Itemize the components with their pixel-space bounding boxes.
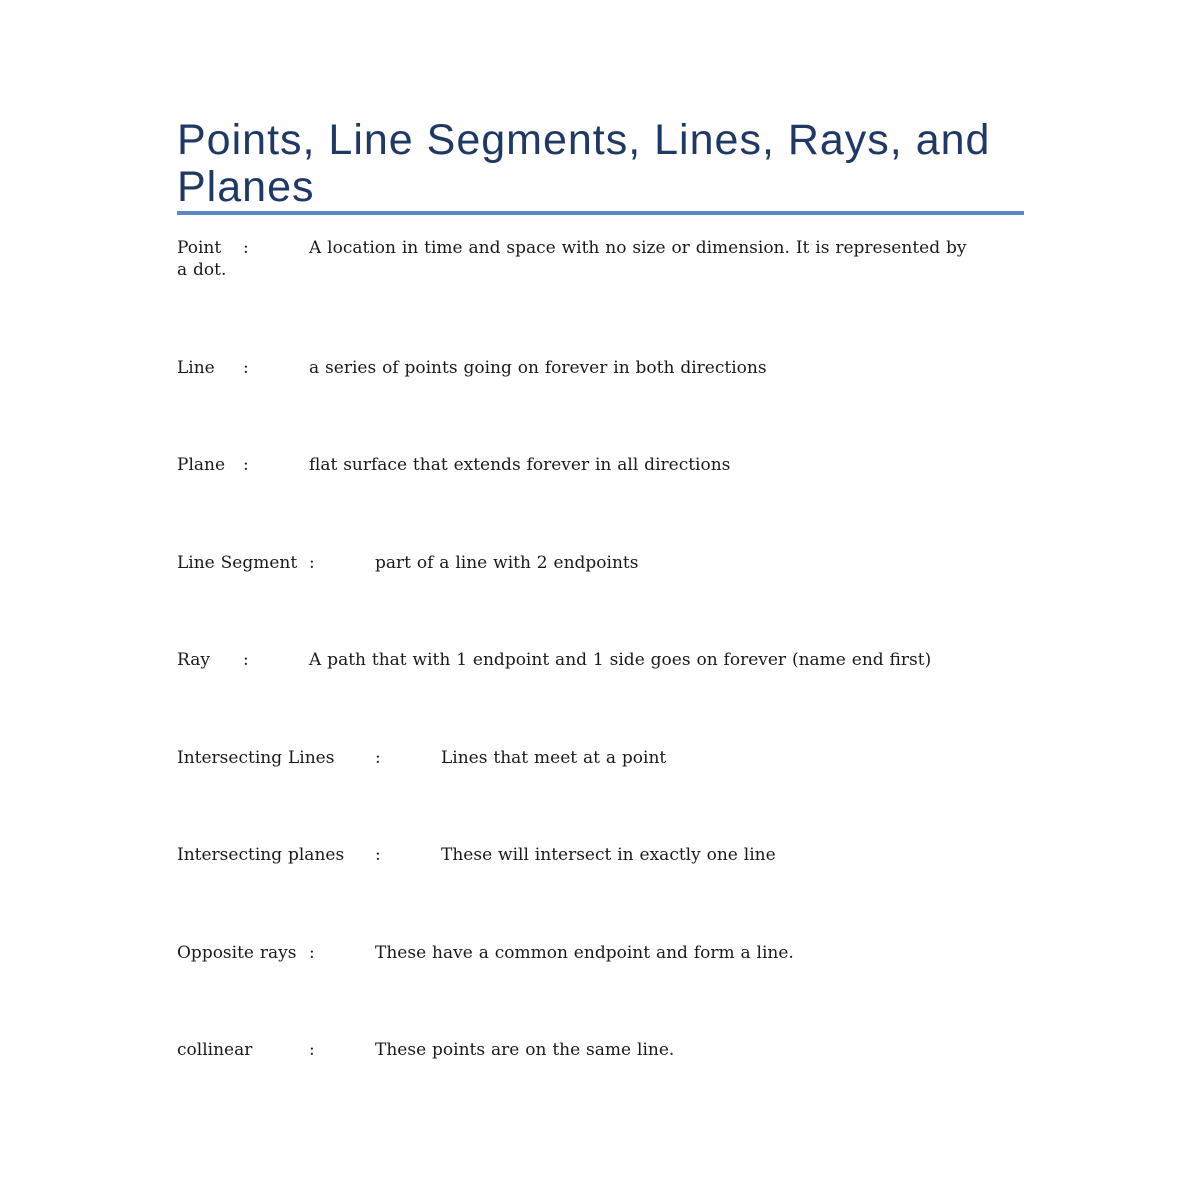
colon-separator: : [243, 650, 249, 670]
colon-separator: : [375, 747, 381, 768]
definition-text: These have a common endpoint and form a line. [375, 942, 794, 963]
definition-entry-point [177, 237, 973, 281]
term-label: Line Segment [177, 552, 298, 573]
definition-text: flat surface that extends forever in all directions [309, 455, 731, 475]
definition-text: These will intersect in exactly one line [441, 845, 776, 865]
definition-text: part of a line with 2 endpoints [375, 552, 639, 573]
term-label: Intersecting Lines [177, 747, 335, 768]
definition-text: These points are on the same line. [375, 1040, 675, 1060]
definition-text: Lines that meet at a point [441, 747, 667, 768]
term-label: Plane [177, 455, 226, 475]
colon-separator: : [309, 552, 315, 573]
colon-separator: : [243, 357, 249, 378]
colon-separator: : [309, 942, 315, 963]
document-title: Points, Line Segments, Lines, Rays, and Planes [177, 116, 991, 211]
term-label: Opposite rays [177, 942, 297, 963]
definition-entry-intersecting-planes [177, 844, 970, 866]
colon-separator: : [243, 455, 249, 475]
definition-entry-ray [177, 649, 970, 671]
definition-text: a series of points going on forever in both directions [309, 357, 767, 378]
definition-text: A location in time and space with no size or dimension. It is represented by a dot. [177, 238, 973, 280]
definition-entry-plane [177, 454, 970, 476]
colon-separator: : [243, 238, 249, 258]
colon-separator: : [375, 845, 381, 865]
definitions-list [177, 237, 1200, 1061]
term-label: Intersecting planes [177, 845, 345, 865]
definition-entry-collinear [177, 1039, 970, 1061]
term-label: Ray [177, 650, 210, 670]
definition-entry-opposite-rays [177, 942, 970, 964]
term-label: collinear [177, 1040, 253, 1060]
title-underline-rule [177, 211, 1024, 215]
term-label: Line [177, 357, 215, 378]
colon-separator: : [309, 1040, 315, 1060]
definition-entry-intersecting-lines [177, 747, 970, 769]
definition-text: A path that with 1 endpoint and 1 side goes on forever (name end first) [309, 650, 932, 670]
term-label: Point [177, 238, 222, 258]
definition-entry-line-segment [177, 552, 970, 574]
definition-entry-line [177, 357, 970, 379]
